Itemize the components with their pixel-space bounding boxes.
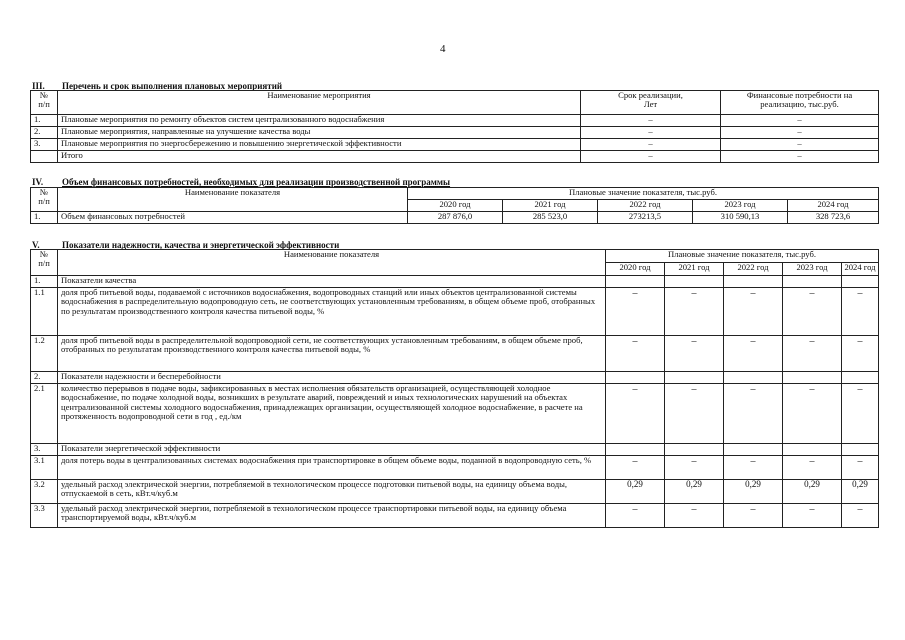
table-row xyxy=(31,212,879,224)
header-plan-value: Плановые значение показателя, тыс.руб. xyxy=(606,250,879,263)
year-header: 2022 год xyxy=(598,200,693,212)
row-no: 1. xyxy=(31,115,58,127)
row-no: 3.2 xyxy=(31,480,58,504)
row-value: 0,29 xyxy=(606,480,665,504)
row-value: – xyxy=(724,456,783,480)
row-finance: – xyxy=(721,115,879,127)
row-value: 285 523,0 xyxy=(503,212,598,224)
year-header: 2024 год xyxy=(842,263,879,276)
table-row xyxy=(31,504,879,528)
header-term: Срок реализации, Лет xyxy=(581,91,721,115)
header-indicator-name: Наименование показателя xyxy=(58,250,606,276)
table-row xyxy=(31,139,879,151)
row-no: 2.1 xyxy=(31,384,58,444)
section-3-title: Перечень и срок выполнения плановых мероприятий xyxy=(62,81,283,91)
section-5-number: V. xyxy=(32,240,40,250)
table-row-total xyxy=(31,151,879,163)
row-value: 0,29 xyxy=(724,480,783,504)
row-finance: – xyxy=(721,151,879,163)
row-term: – xyxy=(581,139,721,151)
header-plan-value: Плановые значение показателя, тыс.руб. xyxy=(408,188,879,200)
row-name: Объем финансовых потребностей xyxy=(58,212,408,224)
row-no xyxy=(31,151,58,163)
group-row xyxy=(31,276,879,288)
row-value: – xyxy=(842,456,879,480)
section-3-header-row xyxy=(31,91,879,115)
row-no: 3.3 xyxy=(31,504,58,528)
row-value: – xyxy=(842,336,879,372)
row-no: 1. xyxy=(31,212,58,224)
header-no: № п/п xyxy=(31,91,58,115)
row-term: – xyxy=(581,127,721,139)
row-no: 3. xyxy=(31,139,58,151)
row-name: удельный расход электрической энергии, потребляемой в технологическом процессе транспортировки питьевой воды, на единицу объема транспортируемой воды, кВт.ч/куб.м xyxy=(58,504,606,528)
row-name: Плановые мероприятия по энергосбережению и повышению энергетической эффективности xyxy=(58,139,581,151)
row-value: 328 723,6 xyxy=(788,212,879,224)
row-no: 2. xyxy=(31,127,58,139)
row-no: 3. xyxy=(31,444,58,456)
row-value: 0,29 xyxy=(783,480,842,504)
table-row xyxy=(31,115,879,127)
row-no: 2. xyxy=(31,372,58,384)
table-row xyxy=(31,384,879,444)
section-5-table xyxy=(30,249,879,528)
row-name: Плановые мероприятия по ремонту объектов систем централизованного водоснабжения xyxy=(58,115,581,127)
row-value: 287 876,0 xyxy=(408,212,503,224)
row-name: доля проб питьевой воды в распределительной водопроводной сети, не соответствующих установленным требованиям, в общем объеме проб, отобранных по результатам производственного контроля качества питьевой воды, % xyxy=(58,336,606,372)
row-value: – xyxy=(783,288,842,336)
row-value: – xyxy=(606,384,665,444)
row-value: – xyxy=(606,456,665,480)
header-event-name: Наименование мероприятия xyxy=(58,91,581,115)
row-value: – xyxy=(724,336,783,372)
year-header: 2021 год xyxy=(665,263,724,276)
row-value: 273213,5 xyxy=(598,212,693,224)
row-value: 0,29 xyxy=(842,480,879,504)
row-value: – xyxy=(783,504,842,528)
row-value: 0,29 xyxy=(665,480,724,504)
year-header: 2020 год xyxy=(606,263,665,276)
row-no: 1.2 xyxy=(31,336,58,372)
row-value: – xyxy=(665,504,724,528)
header-no: № п/п xyxy=(31,250,58,276)
row-value: – xyxy=(783,336,842,372)
group-name: Показатели энергетической эффективности xyxy=(58,444,606,456)
section-3-number: III. xyxy=(32,81,45,91)
row-name: удельный расход электрической энергии, потребляемой в технологическом процессе подготовки питьевой воды, на единицу объема воды, отпускаемой в сеть, кВт.ч/куб.м xyxy=(58,480,606,504)
row-name: доля проб питьевой воды, подаваемой с источников водоснабжения, водопроводных станций или иных объектов централизованной системы водоснабжения в распределительную водопроводную сеть, не соответствующих установленным требованиям, в общем объеме проб, отобранных по результатам производственного контроля качества питьевой воды, % xyxy=(58,288,606,336)
row-no: 1. xyxy=(31,276,58,288)
table-row xyxy=(31,336,879,372)
page-number: 4 xyxy=(440,43,446,55)
row-value: – xyxy=(606,288,665,336)
row-value: – xyxy=(842,384,879,444)
row-name: Плановые мероприятия, направленные на улучшение качества воды xyxy=(58,127,581,139)
year-header: 2020 год xyxy=(408,200,503,212)
section-4-heading xyxy=(32,177,450,187)
row-value: – xyxy=(665,384,724,444)
row-value: – xyxy=(665,288,724,336)
section-3-table xyxy=(30,90,879,163)
row-value: – xyxy=(842,288,879,336)
year-header: 2023 год xyxy=(783,263,842,276)
section-4-table xyxy=(30,187,879,224)
row-term: – xyxy=(581,151,721,163)
header-indicator-name: Наименование показателя xyxy=(58,188,408,212)
row-no: 3.1 xyxy=(31,456,58,480)
section-4-header-row xyxy=(31,188,879,200)
group-name: Показатели надежности и бесперебойности xyxy=(58,372,606,384)
row-value: – xyxy=(783,456,842,480)
table-row xyxy=(31,127,879,139)
row-name: Итого xyxy=(58,151,581,163)
row-value: – xyxy=(606,504,665,528)
group-row xyxy=(31,444,879,456)
year-header: 2021 год xyxy=(503,200,598,212)
row-value: – xyxy=(606,336,665,372)
row-finance: – xyxy=(721,127,879,139)
row-value: – xyxy=(783,384,842,444)
header-no: № п/п xyxy=(31,188,58,212)
row-name: доля потерь воды в централизованных системах водоснабжения при транспортировке в общем объеме воды, поданной в водопроводную сеть, % xyxy=(58,456,606,480)
row-value: – xyxy=(724,504,783,528)
section-4-number: IV. xyxy=(32,177,44,187)
table-row xyxy=(31,456,879,480)
row-value: 310 590,13 xyxy=(693,212,788,224)
header-finance: Финансовые потребности на реализацию, тыс.руб. xyxy=(721,91,879,115)
row-no: 1.1 xyxy=(31,288,58,336)
row-value: – xyxy=(724,288,783,336)
section-5-title: Показатели надежности, качества и энергетической эффективности xyxy=(62,240,340,250)
row-finance: – xyxy=(721,139,879,151)
row-value: – xyxy=(724,384,783,444)
year-header: 2023 год xyxy=(693,200,788,212)
row-term: – xyxy=(581,115,721,127)
row-value: – xyxy=(842,504,879,528)
section-5-header-row xyxy=(31,250,879,263)
group-row xyxy=(31,372,879,384)
group-name: Показатели качества xyxy=(58,276,606,288)
section-4-title: Объем финансовых потребностей, необходимых для реализации производственной программы xyxy=(62,177,451,187)
year-header: 2024 год xyxy=(788,200,879,212)
row-value: – xyxy=(665,336,724,372)
table-row xyxy=(31,288,879,336)
table-row xyxy=(31,480,879,504)
row-value: – xyxy=(665,456,724,480)
row-name: количество перерывов в подаче воды, зафиксированных в местах исполнения обязательств организацией, осуществляющей холодное водоснабжение, по подаче холодной воды, возникших в результате аварий, повреждений и иных технологических нарушений на объектах централизованной системы холодного водоснабжения, принадлежащих организации, осуществляющей холодное водоснабжение, в расчете на протяженность водопроводной сети в год , ед./км xyxy=(58,384,606,444)
year-header: 2022 год xyxy=(724,263,783,276)
